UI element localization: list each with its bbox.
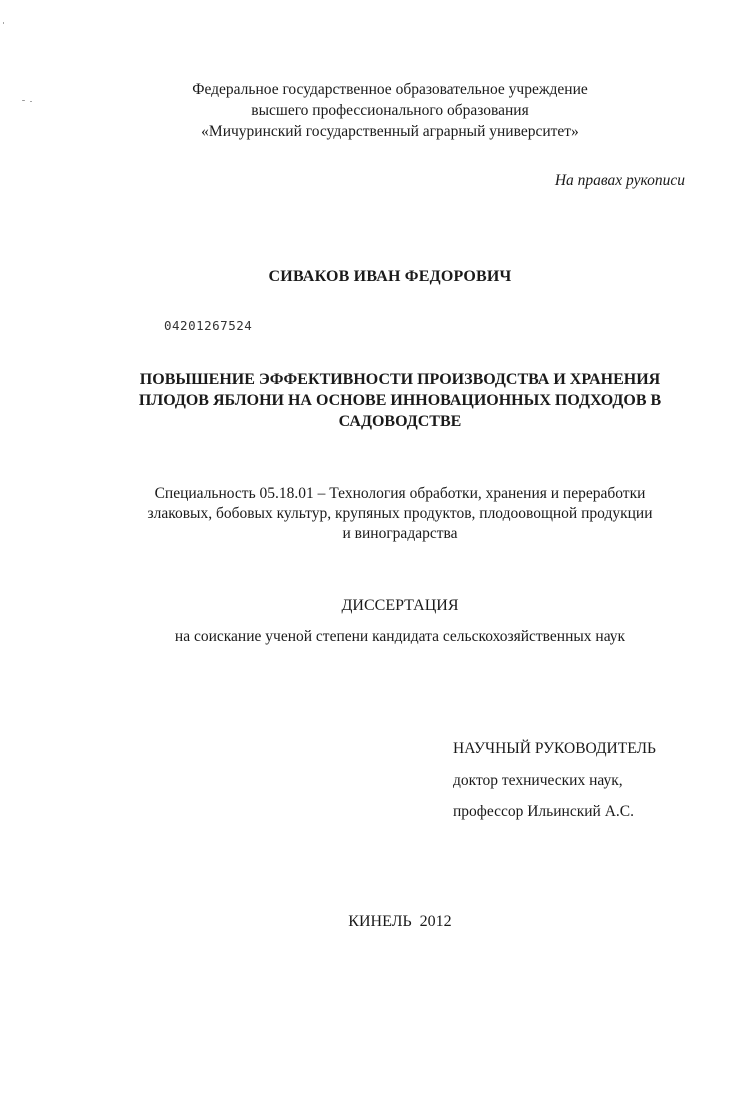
supervisor-name: профессор Ильинский А.С.	[453, 803, 634, 820]
title-line-3: САДОВОДСТВЕ	[338, 413, 462, 430]
supervisor-heading: НАУЧНЫЙ РУКОВОДИТЕЛЬ	[453, 740, 656, 757]
institution-line-3: «Мичуринский государственный аграрный университет»	[201, 123, 579, 140]
title-line-1: ПОВЫШЕНИЕ ЭФФЕКТИВНОСТИ ПРОИЗВОДСТВА И ХРАНЕНИЯ	[139, 371, 661, 388]
institution-line-1: Федеральное государственное образовательное учреждение	[192, 81, 588, 98]
institution-header	[60, 79, 720, 142]
city-year: КИНЕЛЬ 2012	[348, 913, 452, 930]
supervisor-degree: доктор технических наук,	[453, 772, 623, 789]
document-type: ДИССЕРТАЦИЯ	[341, 597, 459, 614]
degree-sought: на соискание ученой степени кандидата сельскохозяйственных наук	[174, 628, 626, 645]
specialty-line-3: и виноградарства	[342, 525, 458, 542]
scan-speck	[30, 101, 32, 102]
author-name: СИВАКОВ ИВАН ФЕДОРОВИЧ	[268, 268, 512, 285]
scan-speck	[22, 100, 25, 101]
title-line-2: ПЛОДОВ ЯБЛОНИ НА ОСНОВЕ ИННОВАЦИОННЫХ ПОДХОДОВ В	[138, 392, 662, 409]
manuscript-rights: На правах рукописи	[554, 172, 685, 189]
specialty-line-2: злаковых, бобовых культур, крупяных продуктов, плодоовощной продукции	[147, 505, 653, 522]
scan-speck	[3, 22, 4, 24]
specialty	[60, 484, 733, 544]
specialty-line-1: Специальность 05.18.01 – Технология обработки, хранения и переработки	[154, 485, 646, 502]
registry-code: 04201267524	[164, 318, 253, 333]
institution-line-2: высшего профессионального образования	[251, 102, 529, 119]
dissertation-title	[100, 369, 700, 432]
